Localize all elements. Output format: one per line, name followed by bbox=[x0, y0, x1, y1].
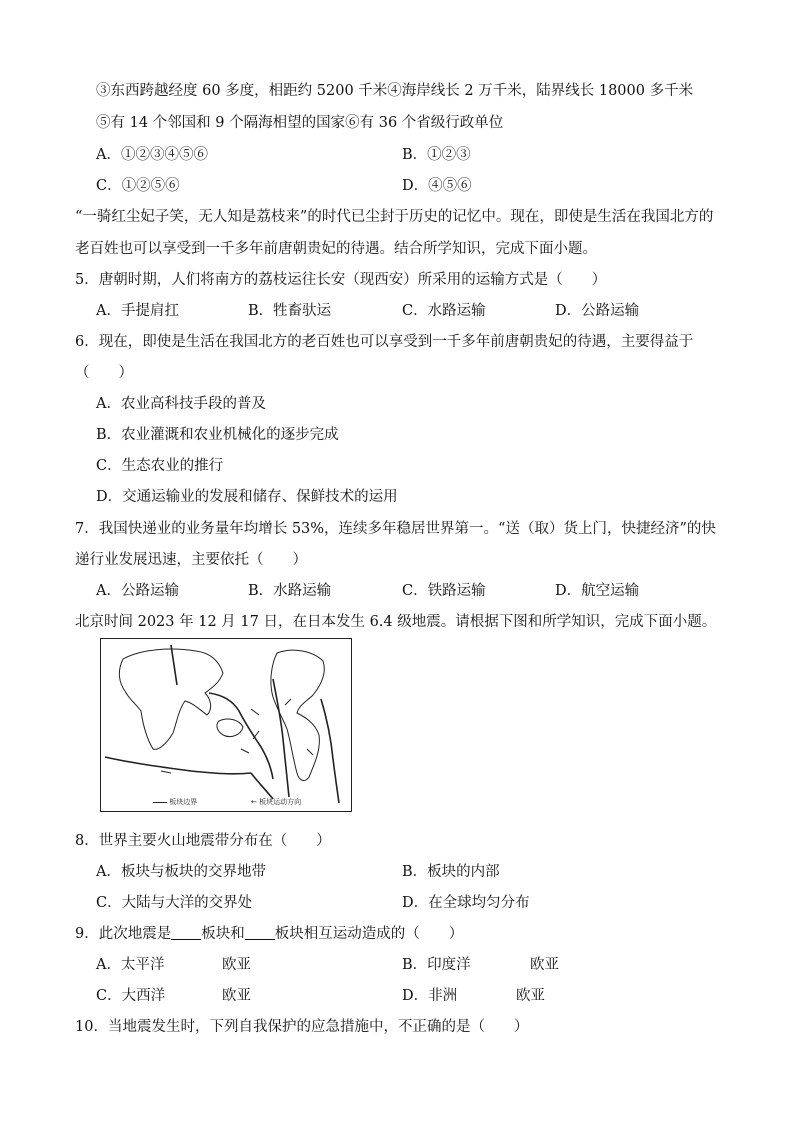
q4-option-a[interactable]: A．①②③④⑤⑥ bbox=[96, 147, 208, 163]
q8-option-b[interactable]: B．板块的内部 bbox=[402, 864, 500, 880]
q4-option-d[interactable]: D．④⑤⑥ bbox=[402, 178, 472, 194]
q8-stem: 8．世界主要火山地震带分布在（ ） bbox=[75, 833, 331, 849]
fact-line-3-4: ③东西跨越经度 60 多度，相距约 5200 千米④海岸线长 2 万千米，陆界线长 18000 多千米 bbox=[96, 83, 694, 99]
q6-option-a[interactable]: A．农业高科技手段的普及 bbox=[96, 396, 266, 412]
q9-blank-2[interactable] bbox=[245, 925, 275, 940]
q9-option-a-second: 欧亚 bbox=[222, 957, 251, 973]
q10-stem: 10．当地震发生时，下列自我保护的应急措施中，不正确的是（ ） bbox=[75, 1019, 529, 1035]
eurasia-africa-outline bbox=[119, 649, 223, 749]
world-plate-map bbox=[100, 638, 352, 812]
q9-option-a-first: A．太平洋 bbox=[96, 957, 165, 973]
q8-option-d[interactable]: D．在全球均匀分布 bbox=[402, 895, 530, 911]
q6-option-d[interactable]: D．交通运输业的发展和储存、保鲜技术的运用 bbox=[96, 489, 398, 505]
q9-option-b-second: 欧亚 bbox=[530, 957, 559, 973]
q9-option-c[interactable] bbox=[96, 986, 165, 1006]
q9-blank-1[interactable] bbox=[171, 925, 201, 940]
legend-motion-label: 板块运动方向 bbox=[259, 798, 302, 806]
passage-lychee-line2: 老百姓也可以享受到一千多年前唐朝贵妃的待遇。结合所学知识，完成下面小题。 bbox=[75, 241, 597, 257]
australia-outline bbox=[217, 719, 243, 737]
q4-option-c[interactable]: C．①②⑤⑥ bbox=[96, 178, 180, 194]
q9-option-c-second: 欧亚 bbox=[222, 988, 251, 1004]
plate-boundary-north bbox=[171, 645, 177, 685]
q9-stem bbox=[75, 924, 463, 944]
plate-boundary-pacific-east bbox=[273, 679, 289, 797]
fact-line-5-6: ⑤有 14 个邻国和 9 个隔海相望的国家⑥有 36 个省级行政单位 bbox=[96, 115, 504, 131]
plate-motion-arrows bbox=[161, 699, 313, 773]
legend-motion bbox=[251, 798, 301, 807]
q5-option-d[interactable]: D．公路运输 bbox=[555, 303, 640, 319]
q9-stem-part2: 板块和 bbox=[201, 926, 245, 942]
q9-option-d[interactable] bbox=[402, 986, 457, 1006]
q7-option-d[interactable]: D．航空运输 bbox=[555, 583, 640, 599]
q7-stem-line1: 7．我国快递业的业务量年均增长 53%，连续多年稳居世界第一。“送（取）货上门，快捷经济”的快 bbox=[75, 521, 716, 537]
plate-boundary-atlantic bbox=[321, 699, 339, 803]
q9-option-b[interactable] bbox=[402, 955, 471, 975]
q7-stem-line2: 递行业发展迅速，主要依托（ ） bbox=[75, 552, 307, 568]
plate-boundary-pacific-west bbox=[209, 693, 273, 779]
q7-option-a[interactable]: A．公路运输 bbox=[96, 583, 179, 599]
q5-option-b[interactable]: B．牲畜驮运 bbox=[248, 303, 332, 319]
q8-option-a[interactable]: A．板块与板块的交界地带 bbox=[96, 864, 266, 880]
q5-option-c[interactable]: C．水路运输 bbox=[402, 303, 486, 319]
q9-option-b-first: B．印度洋 bbox=[402, 957, 471, 973]
q9-stem-part1: 9．此次地震是 bbox=[75, 926, 172, 942]
q9-option-d-first: D．非洲 bbox=[402, 988, 458, 1004]
plate-map-drawing bbox=[101, 639, 351, 811]
passage-earthquake: 北京时间 2023 年 12 月 17 日，在日本发生 6.4 级地震。请根据下图和所学知识，完成下面小题。 bbox=[75, 614, 717, 630]
plate-boundary-south bbox=[105, 757, 251, 774]
arrow-left-icon: ← bbox=[251, 798, 257, 806]
q7-option-c[interactable]: C．铁路运输 bbox=[402, 583, 486, 599]
passage-lychee-line1: “一骑红尘妃子笑，无人知是荔枝来”的时代已尘封于历史的记忆中。现在，即使是生活在我国北方的 bbox=[75, 209, 714, 225]
q9-option-a[interactable] bbox=[96, 955, 164, 975]
q6-option-b[interactable]: B．农业灌溉和农业机械化的逐步完成 bbox=[96, 427, 339, 443]
q7-option-b[interactable]: B．水路运输 bbox=[248, 583, 332, 599]
q9-option-d-second: 欧亚 bbox=[516, 988, 545, 1004]
q9-stem-part3: 板块相互运动造成的（ ） bbox=[274, 926, 464, 942]
legend-boundary-label: 板块边界 bbox=[169, 798, 198, 806]
q5-option-a[interactable]: A．手提肩扛 bbox=[96, 303, 179, 319]
plate-boundary-antarctic bbox=[251, 773, 273, 799]
legend-boundary bbox=[153, 798, 197, 807]
q9-option-c-first: C．大西洋 bbox=[96, 988, 166, 1004]
q6-stem-line2: （ ） bbox=[75, 365, 133, 381]
q8-option-c[interactable]: C．大陆与大洋的交界处 bbox=[96, 895, 253, 911]
q4-option-b[interactable]: B．①②③ bbox=[402, 147, 471, 163]
q5-stem: 5．唐朝时期，人们将南方的荔枝运往长安（现西安）所采用的运输方式是（ ） bbox=[75, 272, 607, 288]
q6-stem-line1: 6．现在，即使是生活在我国北方的老百姓也可以享受到一千多年前唐朝贵妃的待遇，主要得益于 bbox=[75, 334, 694, 350]
q6-option-c[interactable]: C．生态农业的推行 bbox=[96, 458, 224, 474]
